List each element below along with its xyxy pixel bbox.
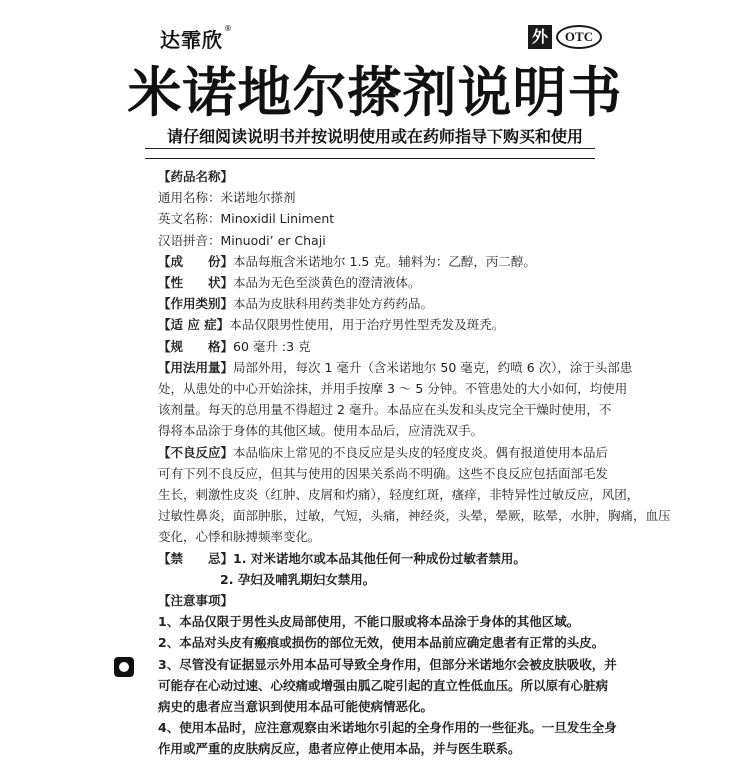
text-line — [158, 272, 596, 293]
text-line — [158, 548, 596, 569]
field-value: 本品仅限男性使用，用于治疗男性型秃发及斑秃。 — [229, 317, 505, 333]
text-line: 作用或严重的皮肤病反应，患者应停止使用本品，并与医生联系。 — [158, 741, 521, 757]
otc-badge: OTC — [556, 25, 602, 49]
text-line: 英文名称：Minoxidil Liniment — [158, 211, 335, 227]
field-value: 本品每瓶含米诺地尔 1.5 克。辅料为：乙醇，丙二醇。 — [233, 253, 536, 269]
field-label: 【作用类别】 — [158, 296, 234, 312]
brand-logo — [160, 24, 233, 53]
text-line — [158, 357, 633, 378]
text-line: 该剂量。每天的总用量不得超过 2 毫升。本品应在头发和头皮完全干燥时使用，不 — [158, 402, 612, 418]
brand-name: 达霏欣 — [160, 28, 223, 52]
document-subtitle: 请仔细阅读说明书并按说明使用或在药师指导下购买和使用 — [166, 127, 583, 146]
section-heading: 【药品名称】 — [158, 169, 234, 184]
text-line: 生长，刺激性皮炎（红肿、皮屑和灼痛），轻度红斑，瘙痒，非特异性过敏反应，风团， — [158, 487, 640, 503]
text-line — [158, 251, 596, 272]
external-use-badge: 外 — [528, 25, 552, 49]
text-line: 3、尽管没有证据显示外用本品可导致全身作用，但部分米诺地尔会被皮肤吸收，并 — [158, 656, 617, 672]
text-line: 1、本品仅限于男性头皮局部使用，不能口服或将本品涂于身体的其他区域。 — [158, 614, 580, 630]
field-value: 本品为皮肤科用药类非处方药药品。 — [233, 296, 434, 312]
field-label: 【成 份】 — [158, 253, 234, 269]
field-label: 【规 格】 — [158, 338, 234, 354]
text-line: 2. 孕妇及哺乳期妇女禁用。 — [220, 571, 376, 587]
text-line: 可有下列不良反应，但其与使用的因果关系尚不明确。这些不良反应包括面部毛发 — [158, 465, 609, 481]
text-line: 通用名称：米诺地尔搽剂 — [158, 190, 296, 206]
text-line: 汉语拼音：Minuodi’ er Chaji — [158, 232, 326, 248]
field-label: 【禁 忌】 — [158, 550, 234, 566]
header-divider-lower — [145, 158, 595, 159]
field-label: 【不良反应】 — [158, 444, 234, 460]
header-divider — [145, 148, 595, 149]
field-label: 【性 状】 — [158, 275, 234, 291]
text-line: 可能存在心动过速、心绞痛或增强由胍乙啶引起的直立性低血压。所以原有心脏病 — [158, 677, 609, 693]
field-value: 60 毫升 :3 克 — [233, 338, 311, 354]
text-line: 过敏性鼻炎，面部肿胀，过敏，气短，头痛，神经炎，头晕，晕厥，眩晕，水肿，胸痛，血压 — [158, 508, 671, 524]
text-line — [158, 314, 596, 335]
field-value: 本品为无色至淡黄色的澄清液体。 — [233, 275, 421, 291]
document-title: 米诺地尔搽剂说明书 — [127, 61, 623, 124]
circle-badge-icon — [114, 657, 134, 677]
field-label: 【适 应 症】 — [158, 317, 230, 333]
field-label: 【用法用量】 — [158, 359, 234, 375]
text-line — [158, 293, 596, 314]
text-line — [158, 442, 609, 463]
text-line: 得将本品涂于身体的其他区域。使用本品后，应清洗双手。 — [158, 423, 484, 439]
section-heading: 【注意事项】 — [158, 593, 234, 609]
text-line: 病史的患者应当意识到使用本品可能使病情恶化。 — [158, 699, 434, 715]
text-line: 4、使用本品时，应注意观察由米诺地尔引起的全身作用的一些征兆。一旦发生全身 — [158, 720, 617, 736]
text-line: 处，从患处的中心开始涂抹，并用手按摩 3 ～ 5 分钟。不管患处的大小如何，均使用 — [158, 381, 628, 397]
text-line: 2、本品对头皮有瘢痕或损伤的部位无效，使用本品前应确定患者有正常的头皮。 — [158, 635, 605, 651]
field-value: 本品临床上常见的不良反应是头皮的轻度皮炎。偶有报道使用本品后 — [233, 444, 609, 460]
field-value: 1. 对米诺地尔或本品其他任何一种成份过敏者禁用。 — [233, 550, 526, 566]
text-line — [158, 336, 596, 357]
instructions-body — [158, 166, 671, 760]
text-line: 变化，心悸和脉搏频率变化。 — [158, 529, 321, 545]
field-value: 局部外用，每次 1 毫升（含米诺地尔 50 毫克，约喷 6 次），涂于头部患 — [233, 359, 633, 375]
registered-mark: ® — [224, 24, 233, 33]
